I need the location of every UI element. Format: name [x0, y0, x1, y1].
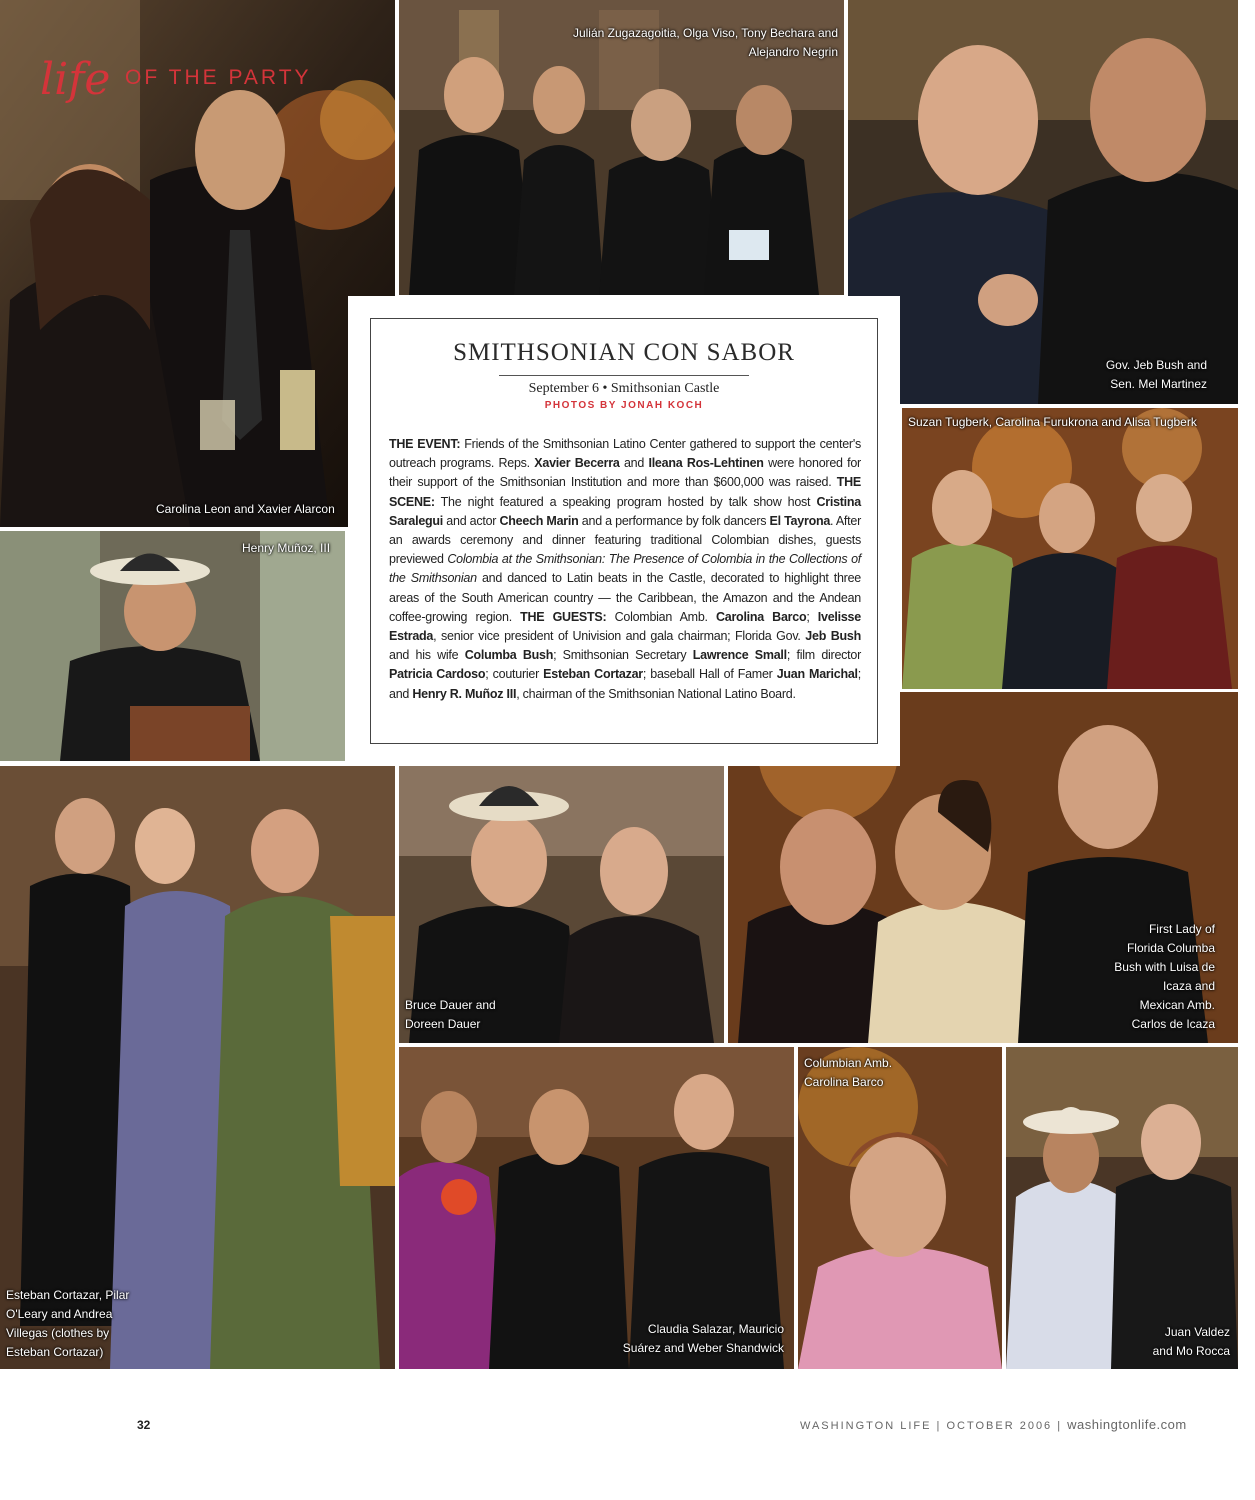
bold-text: Jeb Bush — [805, 629, 862, 644]
bold-text: Xavier Becerra — [534, 456, 620, 471]
bold-text: Esteban Cortazar — [543, 667, 643, 682]
bold-text: Juan Marichal — [776, 667, 858, 682]
body-text: ; baseball Hall of Famer — [642, 667, 777, 682]
bold-text: Cheech Marin — [499, 513, 579, 528]
article-frame — [370, 318, 878, 744]
article-date-line: September 6 • Smithsonian Castle — [528, 381, 720, 396]
footer-divider: | — [1052, 1420, 1068, 1432]
article-body — [389, 435, 861, 704]
caption-tugberk: Suzan Tugberk, Carolina Furukrona and Alisa Tugberk — [908, 415, 1197, 429]
caption-dauer: Bruce Dauer and Doreen Dauer — [405, 998, 496, 1031]
title-rule — [499, 375, 749, 376]
photo-tugberk — [902, 408, 1238, 689]
bold-text: Ivelisse Estrada — [389, 609, 861, 644]
bold-text: Cristina Saralegui — [389, 494, 861, 528]
italic-text: Colombia at the Smithsonian: The Presence of Colombia in the Collections of the Smithsonian — [389, 552, 861, 586]
body-text: ; and — [389, 667, 861, 701]
body-text: , senior vice president of Univision and gala chairman; Florida Gov. — [433, 629, 806, 644]
bold-text: THE GUESTS: — [520, 609, 607, 624]
bold-text: THE SCENE: — [389, 475, 861, 509]
section-title: OF THE PARTY — [125, 66, 312, 89]
caption-cortazar-group: Esteban Cortazar, Pilar O'Leary and Andrea Villegas (clothes by Esteban Cortazar) — [6, 1288, 130, 1359]
body-text: The night featured a speaking program hosted by talk show host — [434, 494, 817, 509]
photo-credit: PHOTOS BY JONAH KOCH — [544, 400, 704, 411]
body-text: ; film director — [786, 648, 861, 663]
caption-munoz: Henry Muñoz, III — [242, 541, 331, 555]
article-title: SMITHSONIAN CON SABOR — [453, 339, 795, 366]
footer-divider: | — [931, 1420, 947, 1432]
photo-salazar-group — [399, 1047, 794, 1369]
page-number: 32 — [137, 1418, 151, 1432]
caption-leon-alarcon: Carolina Leon and Xavier Alarcon — [156, 502, 335, 516]
body-text: and danced to Latin beats in the Castle, decorated to highlight three areas of the South American country — the Caribbean, the Amazon and the Andean coffee-growing region. — [389, 571, 861, 624]
body-text: and — [619, 456, 649, 471]
bold-text: Patricia Cardoso — [389, 667, 486, 682]
photo-munoz — [0, 531, 345, 761]
bold-text: El Tayrona — [769, 513, 831, 528]
photo-barco — [798, 1047, 1002, 1369]
photo-valdez-rocca — [1006, 1047, 1238, 1369]
issue-date: OCTOBER 2006 — [946, 1420, 1053, 1432]
body-text: and actor — [443, 513, 500, 528]
bold-text: THE EVENT: — [389, 437, 461, 451]
caption-bush-martinez: Gov. Jeb Bush and Sen. Mel Martinez — [1105, 358, 1207, 391]
page-footer — [800, 1417, 1187, 1432]
bold-text: Columba Bush — [464, 648, 554, 663]
photo-cortazar-group — [0, 766, 395, 1369]
photo-zugazagoitia-group — [399, 0, 844, 295]
caption-zugazagoitia-group: Julián Zugazagoitia, Olga Viso, Tony Bechara and Alejandro Negrin — [572, 26, 838, 59]
body-text: Colombian Amb. — [606, 609, 716, 624]
caption-columba-bush: First Lady of Florida Columba Bush with Luisa de Icaza and Mexican Amb. Carlos de Icaza — [1114, 922, 1215, 1031]
body-text: and his wife — [389, 648, 465, 663]
caption-barco: Columbian Amb. Carolina Barco — [804, 1056, 893, 1089]
magazine-name: WASHINGTON LIFE — [800, 1420, 932, 1432]
article-box — [348, 296, 900, 766]
body-text: ; Smithsonian Secretary — [553, 648, 693, 663]
body-text: and a performance by folk dancers — [578, 513, 770, 528]
body-text: . After an awards ceremony and dinner featuring traditional Colombian dishes, guests previewed — [389, 513, 861, 567]
bold-text: Carolina Barco — [715, 609, 807, 624]
life-logo: life — [40, 54, 111, 105]
caption-valdez-rocca: Juan Valdez and Mo Rocca — [1152, 1325, 1230, 1358]
photo-bush-martinez — [848, 0, 1238, 404]
body-text: ; — [806, 609, 818, 624]
website-url: washingtonlife.com — [1067, 1417, 1187, 1432]
body-text: Friends of the Smithsonian Latino Center gathered to support the center's outreach programs. Reps. — [389, 437, 861, 471]
body-text: ; couturier — [485, 667, 544, 682]
photo-dauer — [399, 766, 724, 1043]
bold-text: Ileana Ros-Lehtinen — [648, 456, 764, 471]
body-text: were honored for their support of the Smithsonian Institution and more than $600,000 was raised. — [389, 456, 861, 490]
caption-salazar-group: Claudia Salazar, Mauricio Suárez and Weber Shandwick — [622, 1322, 784, 1355]
bold-text: Henry R. Muñoz III — [412, 686, 517, 701]
bold-text: Lawrence Small — [692, 648, 787, 663]
body-text: , chairman of the Smithsonian National Latino Board. — [516, 686, 796, 701]
